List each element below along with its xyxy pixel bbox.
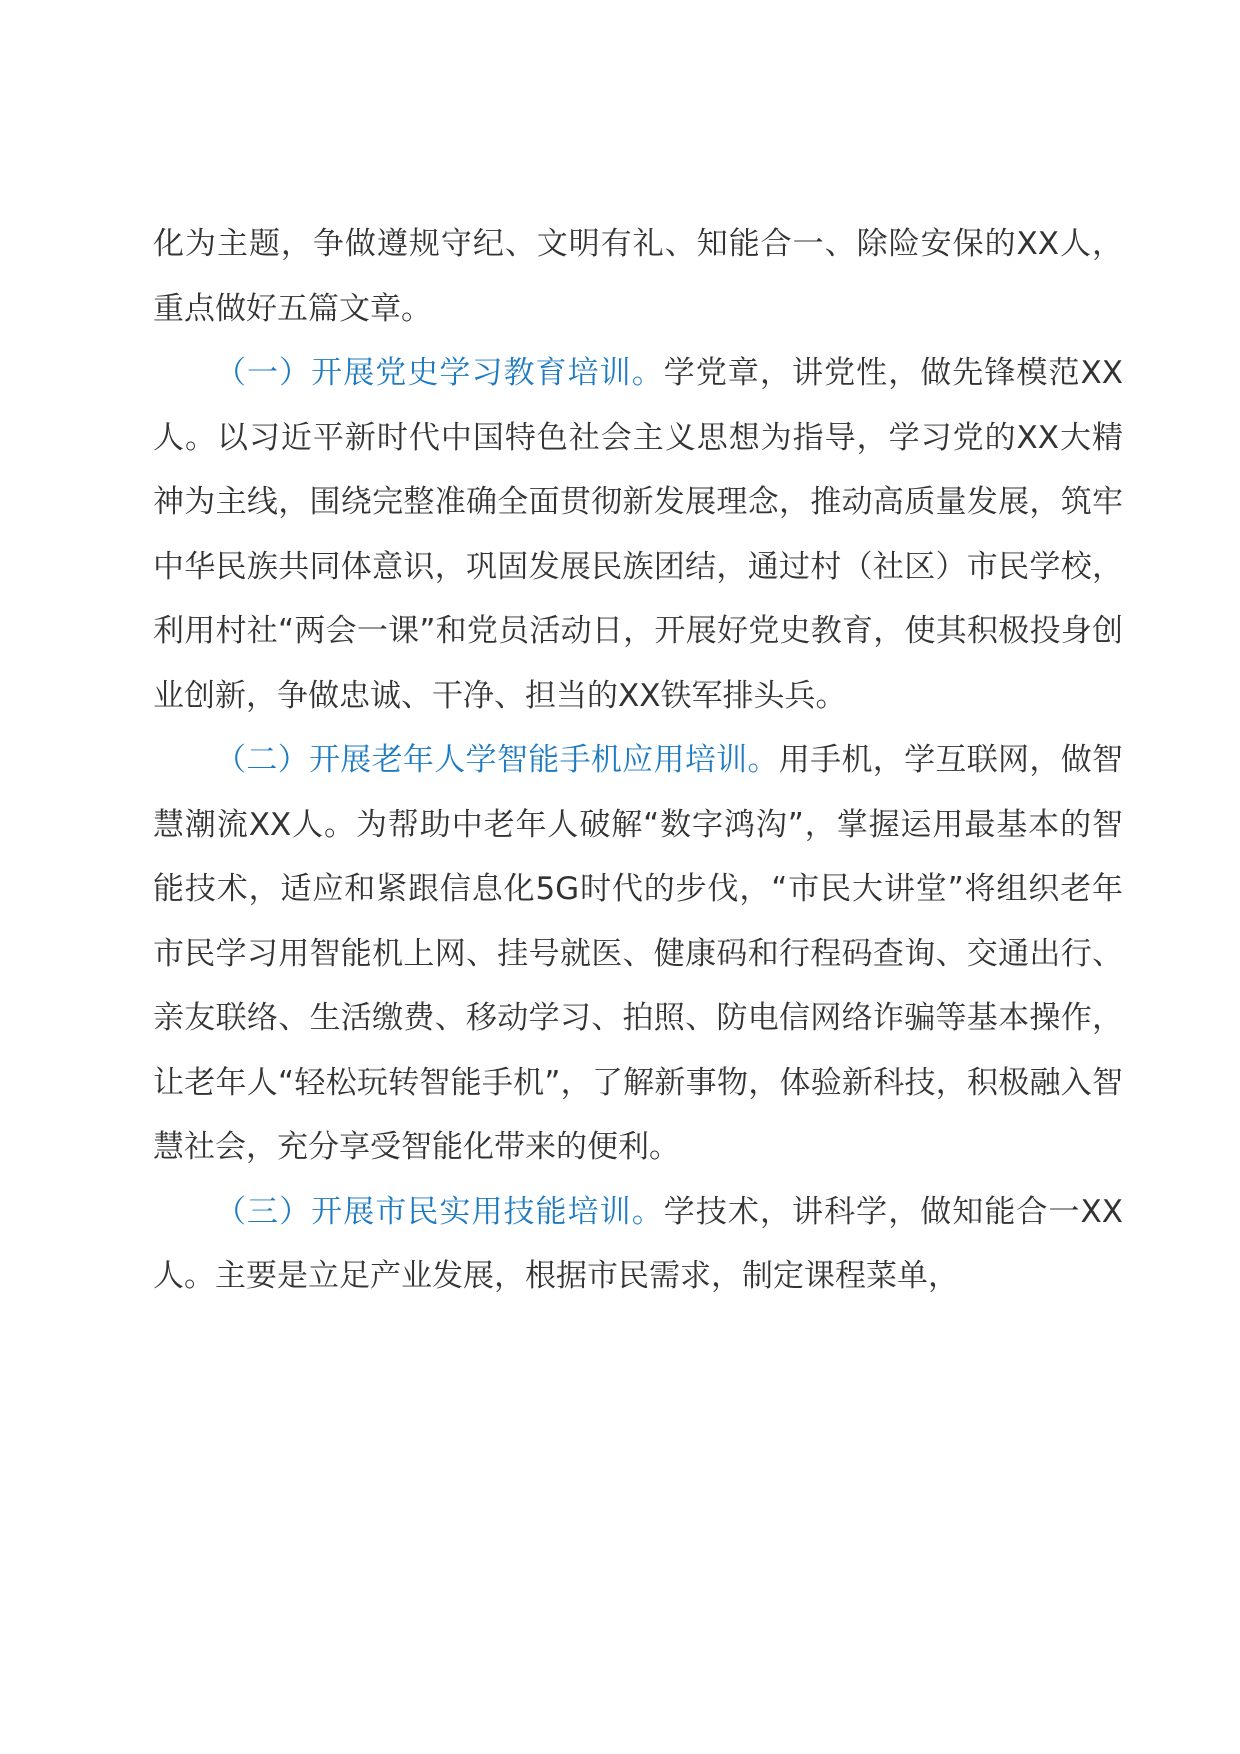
paragraph-text: 学党章，讲党性，做先锋模范XX人。以习近平新时代中国特色社会主义思想为指导，学习党的XX大精神为主线，围绕完整准确全面贯彻新发展理念，推动高质量发展，筑牢中华民族共同体意识，巩固发展民族团结，通过村（社区）市民学校，利用村社“两会一课”和党员活动日，开展好党史教育，使其积极投身创业创新，争做忠诚、干净、担当的XX铁军排头兵。 xyxy=(153,355,1123,714)
paragraph-continuation xyxy=(153,212,1123,341)
section-heading: （三）开展市民实用技能培训。 xyxy=(215,1193,664,1230)
paragraph-text: 化为主题，争做遵规守纪、文明有礼、知能合一、除险安保的XX人，重点做好五篇文章。 xyxy=(153,226,1123,327)
paragraph-text: 学技术，讲科学，做知能合一XX人。主要是立足产业发展，根据市民需求，制定课程菜单， xyxy=(153,1193,1123,1294)
paragraph-text: 用手机，学互联网，做智慧潮流XX人。为帮助中老年人破解“数字鸿沟”，掌握运用最基本的智能技术，适应和紧跟信息化5G时代的步伐，“市民大讲堂”将组织老年市民学习用智能机上网、挂号就医、健康码和行程码查询、交通出行、亲友联络、生活缴费、移动学习、拍照、防电信网络诈骗等基本操作，让老年人“轻松玩转智能手机”，了解新事物，体验新科技，积极融入智慧社会，充分享受智能化带来的便利。 xyxy=(153,742,1124,1165)
paragraph-section-1 xyxy=(153,341,1123,728)
section-heading: （二）开展老年人学智能手机应用培训。 xyxy=(215,742,779,778)
section-heading: （一）开展党史学习教育培训。 xyxy=(215,355,664,391)
paragraph-section-2 xyxy=(153,728,1123,1180)
document-body xyxy=(153,212,1123,1309)
paragraph-section-3 xyxy=(153,1180,1123,1309)
